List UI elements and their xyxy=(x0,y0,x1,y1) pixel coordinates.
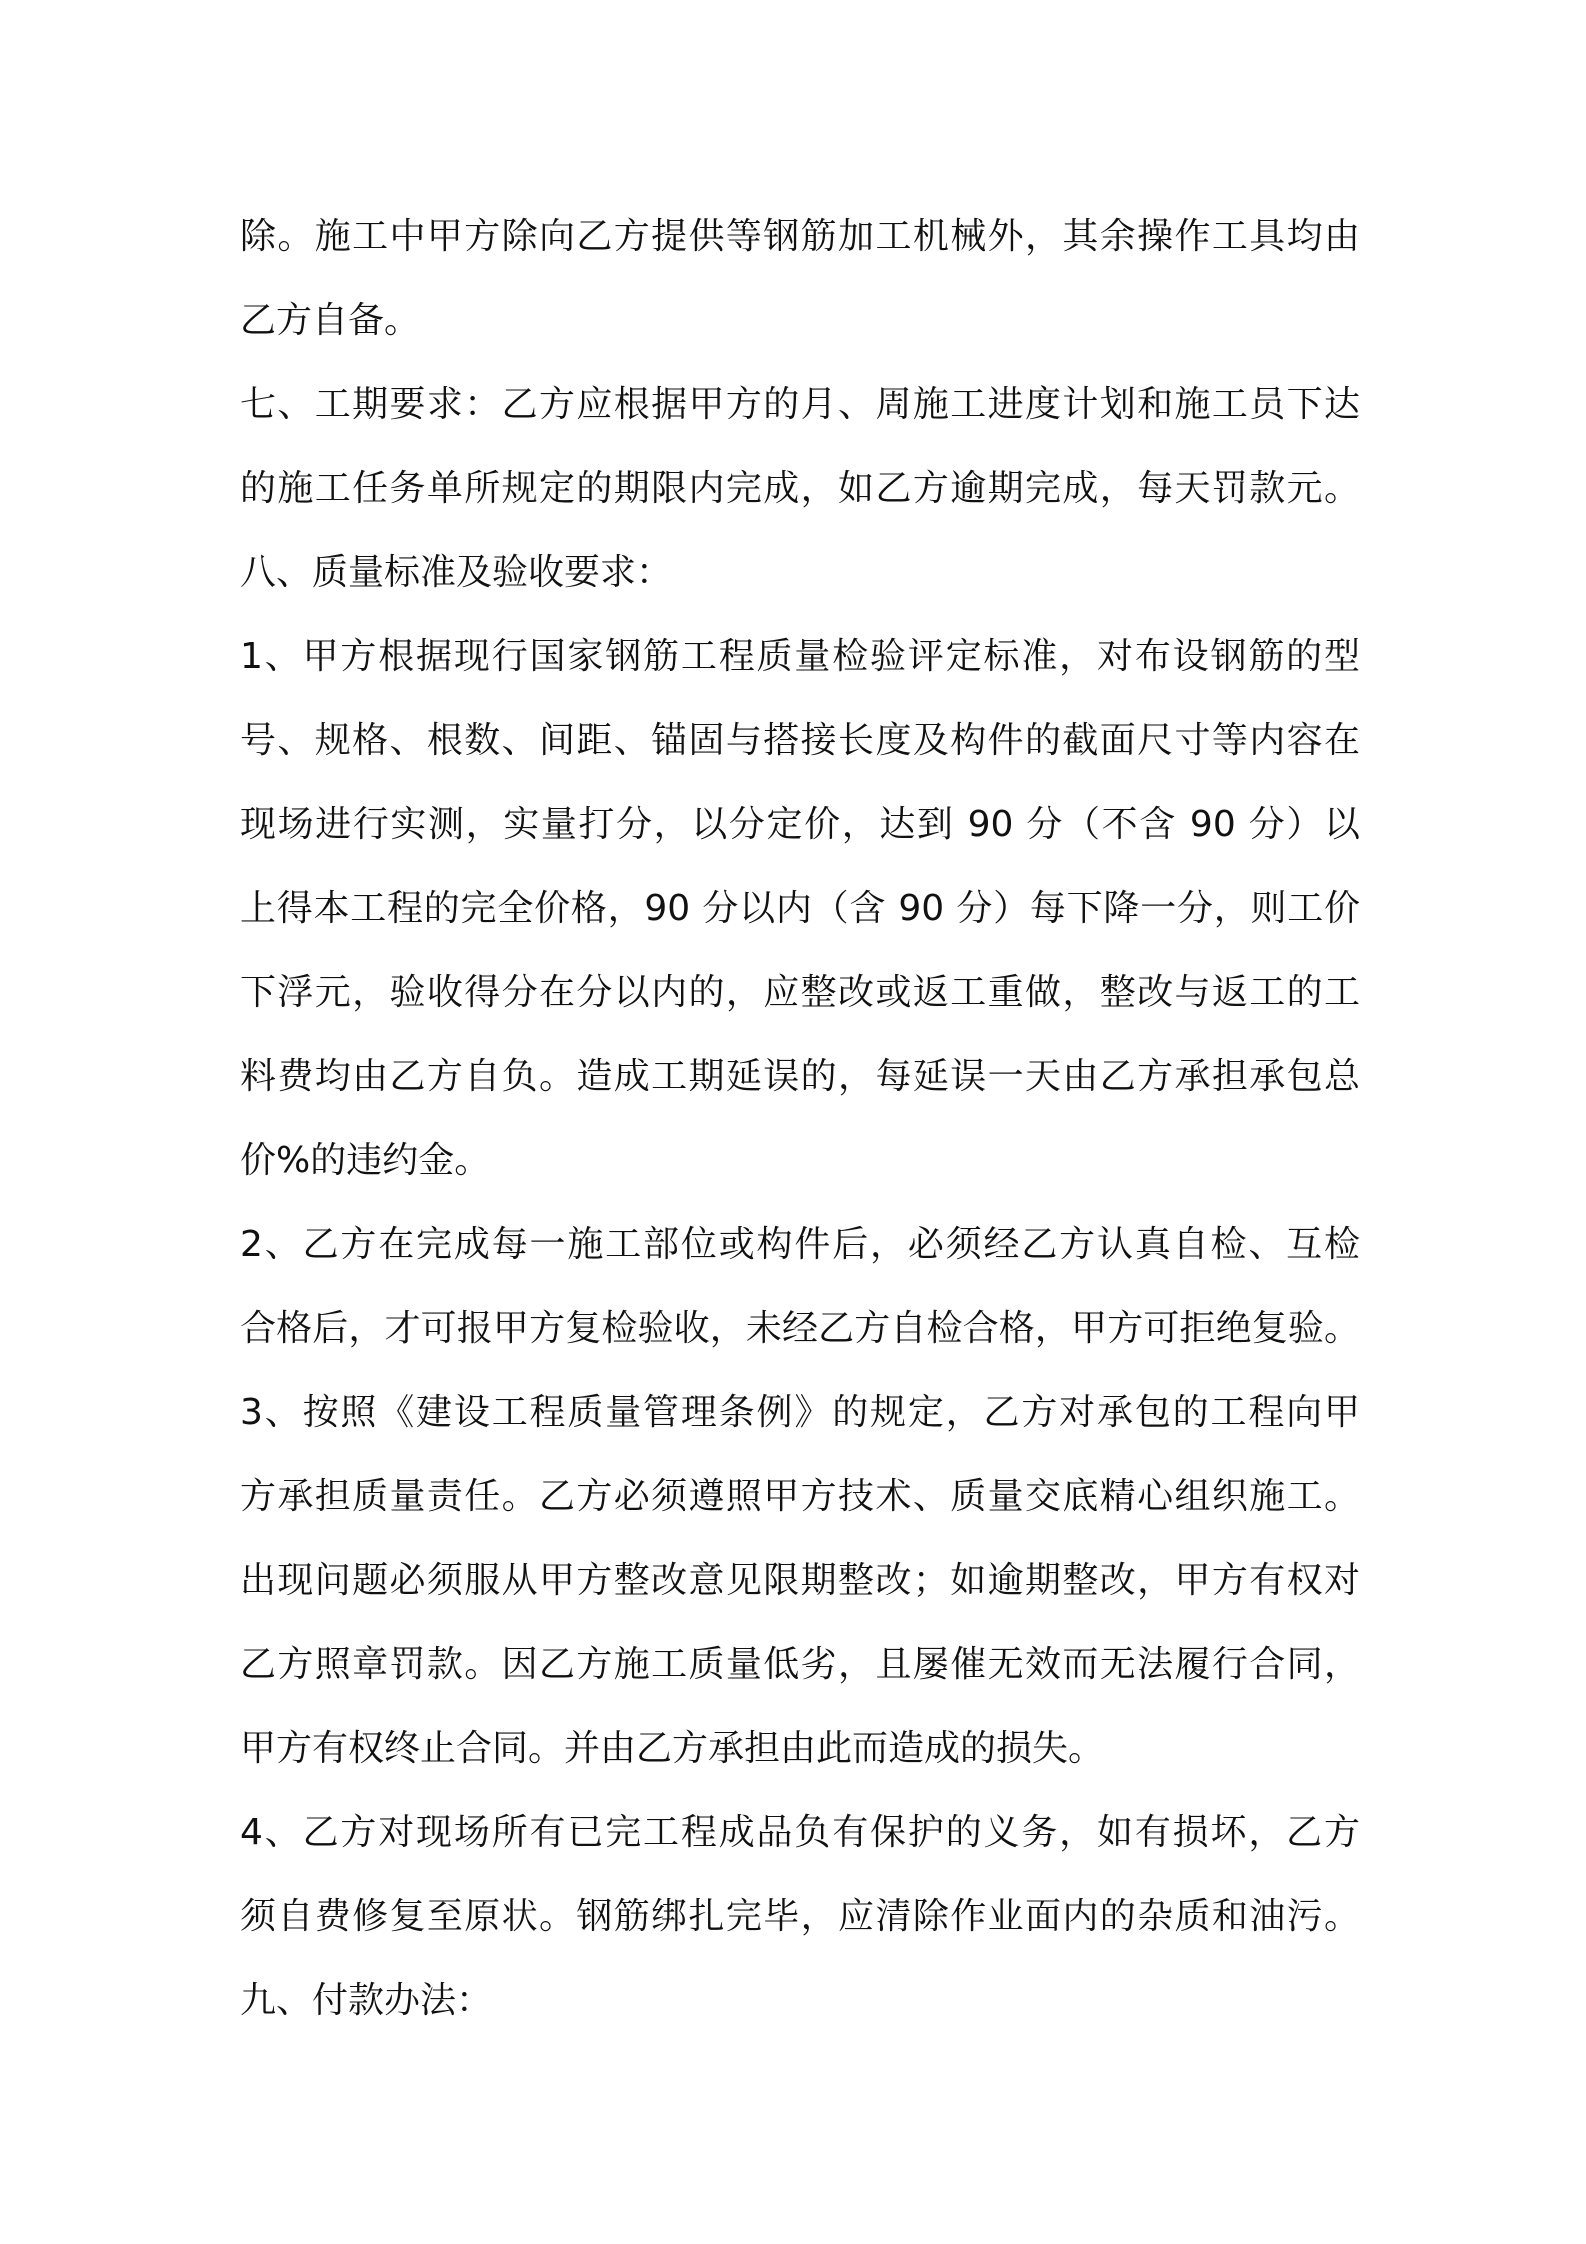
section-heading: 九、付款办法： xyxy=(240,1980,493,2021)
text-line: 甲方有权终止合同。并由乙方承担由此而造成的损失。 xyxy=(240,1728,1105,1769)
text-line: 的施工任务单所规定的期限内完成，如乙方逾期完成，每天罚款元。 xyxy=(240,468,1360,509)
text-line: 乙方自备。 xyxy=(240,300,421,341)
clause-line: 1、甲方根据现行国家钢筋工程质量检验评定标准，对布设钢筋的型 xyxy=(240,636,1360,677)
text-line: 合格后，才可报甲方复检验收，未经乙方自检合格，甲方可拒绝复验。 xyxy=(240,1308,1360,1349)
text-line: 料费均由乙方自负。造成工期延误的，每延误一天由乙方承担承包总 xyxy=(240,1056,1360,1097)
clause-line: 3、按照《建设工程质量管理条例》的规定，乙方对承包的工程向甲 xyxy=(240,1392,1360,1433)
text-line: 价%的违约金。 xyxy=(240,1140,491,1181)
text-line: 须自费修复至原状。钢筋绑扎完毕，应清除作业面内的杂质和油污。 xyxy=(240,1896,1360,1937)
text-line: 现场进行实测，实量打分，以分定价，达到 90 分（不含 90 分）以 xyxy=(240,804,1360,845)
text-line: 号、规格、根数、间距、锚固与搭接长度及构件的截面尺寸等内容在 xyxy=(240,720,1360,761)
text-line: 下浮元，验收得分在分以内的，应整改或返工重做，整改与返工的工 xyxy=(240,972,1360,1013)
text-line: 方承担质量责任。乙方必须遵照甲方技术、质量交底精心组织施工。 xyxy=(240,1476,1360,1517)
text-line: 出现问题必须服从甲方整改意见限期整改；如逾期整改，甲方有权对 xyxy=(240,1560,1360,1601)
text-line: 除。施工中甲方除向乙方提供等钢筋加工机械外，其余操作工具均由 xyxy=(240,216,1360,257)
clause-line: 4、乙方对现场所有已完工程成品负有保护的义务，如有损坏，乙方 xyxy=(240,1812,1360,1853)
clause-line: 2、乙方在完成每一施工部位或构件后，必须经乙方认真自检、互检 xyxy=(240,1224,1360,1265)
section-heading-line: 七、工期要求：乙方应根据甲方的月、周施工进度计划和施工员下达 xyxy=(240,384,1360,425)
section-heading: 八、质量标准及验收要求： xyxy=(240,552,673,593)
text-line: 上得本工程的完全价格，90 分以内（含 90 分）每下降一分，则工价 xyxy=(240,888,1360,929)
document-body xyxy=(240,195,1360,2043)
text-line: 乙方照章罚款。因乙方施工质量低劣，且屡催无效而无法履行合同， xyxy=(240,1644,1360,1685)
